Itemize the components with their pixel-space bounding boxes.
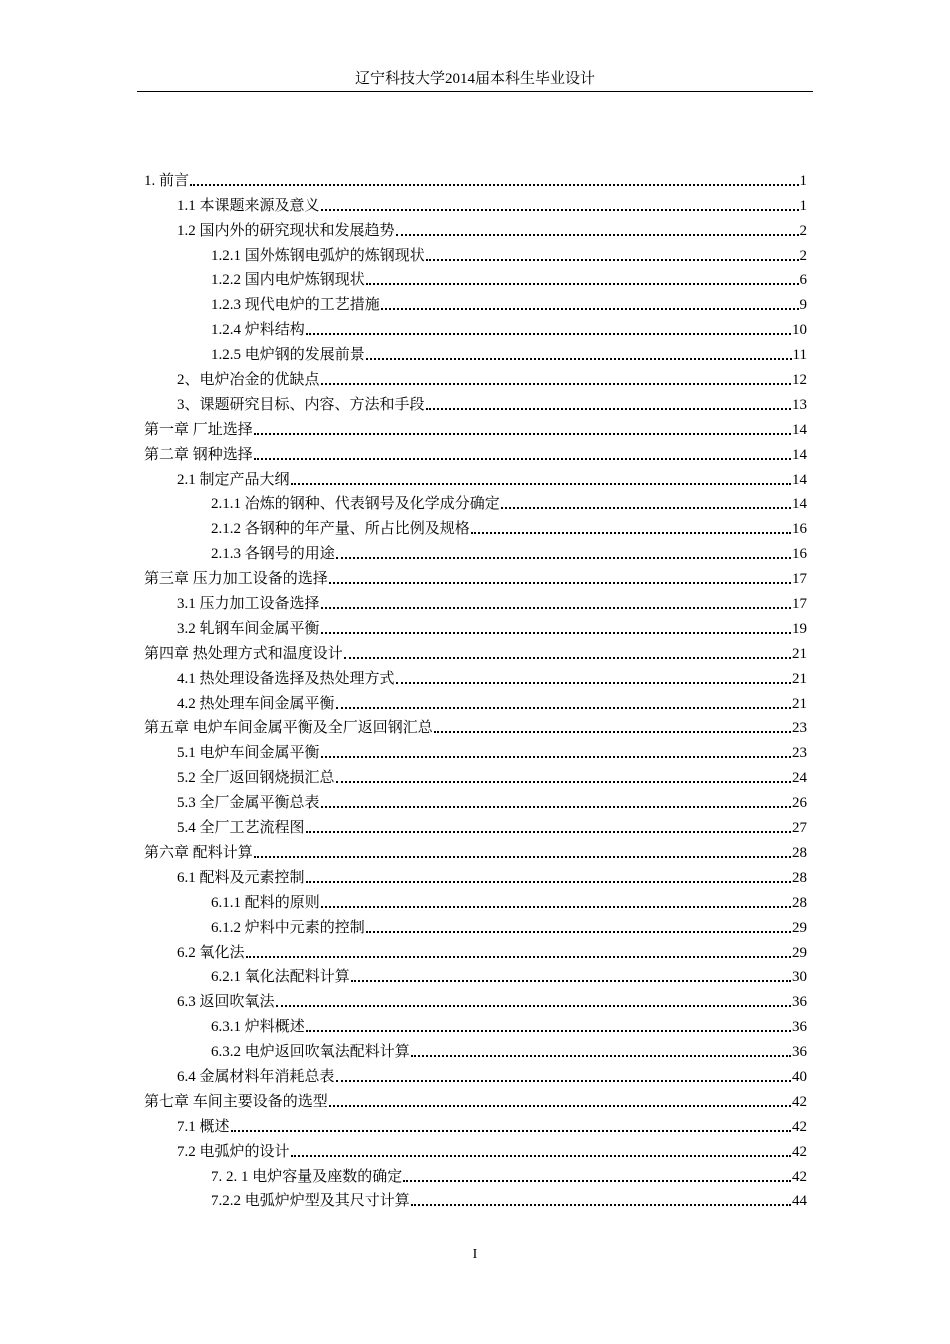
toc-dot-leader <box>344 657 791 659</box>
toc-dot-leader <box>190 184 798 186</box>
toc-entry[interactable] <box>144 787 807 812</box>
toc-entry-title: 2.1.1 冶炼的钢种、代表钢号及化学成分确定 <box>211 496 500 513</box>
toc-dot-leader <box>396 682 791 684</box>
toc-entry-page: 1 <box>799 172 807 189</box>
toc-entry[interactable] <box>144 1061 807 1086</box>
toc-entry[interactable] <box>144 190 807 215</box>
toc-entry-title: 6.2 氧化法 <box>177 944 245 961</box>
toc-dot-leader <box>329 582 791 584</box>
toc-dot-leader <box>396 234 799 236</box>
toc-entry-title: 5.3 全厂金属平衡总表 <box>177 795 320 812</box>
toc-entry-title: 1.2.4 炉料结构 <box>211 322 305 339</box>
toc-entry-page: 21 <box>792 670 807 687</box>
toc-dot-leader <box>426 259 799 261</box>
toc-dot-leader <box>471 532 791 534</box>
toc-dot-leader <box>426 408 791 410</box>
toc-entry-page: 40 <box>792 1068 807 1085</box>
toc-entry[interactable] <box>144 563 807 588</box>
toc-entry[interactable] <box>144 1161 807 1186</box>
toc-dot-leader <box>321 632 791 634</box>
page-header: 辽宁科技大学2014届本科生毕业设计 <box>354 71 595 87</box>
toc-dot-leader <box>254 458 791 460</box>
toc-entry[interactable] <box>144 414 807 439</box>
toc-entry[interactable] <box>144 538 807 563</box>
toc-entry-page: 30 <box>792 969 807 986</box>
toc-entry-page: 9 <box>799 297 807 314</box>
toc-dot-leader <box>306 333 791 335</box>
toc-entry[interactable] <box>144 663 807 688</box>
toc-entry-title: 7.1 概述 <box>177 1118 230 1135</box>
toc-entry-title: 1.2.5 电炉钢的发展前景 <box>211 347 365 364</box>
toc-entry-title: 2.1.2 各钢种的年产量、所占比例及规格 <box>211 521 470 538</box>
toc-entry-page: 42 <box>792 1118 807 1135</box>
toc-entry-page: 14 <box>792 446 807 463</box>
toc-entry-page: 16 <box>792 521 807 538</box>
toc-entry-title: 2.1.3 各钢号的用途 <box>211 546 335 563</box>
toc-entry-page: 28 <box>792 869 807 886</box>
toc-entry[interactable] <box>144 215 807 240</box>
toc-entry-page: 13 <box>792 396 807 413</box>
toc-entry[interactable] <box>144 513 807 538</box>
toc-entry-page: 44 <box>792 1193 807 1210</box>
toc-entry[interactable] <box>144 688 807 713</box>
toc-entry-title: 5.4 全厂工艺流程图 <box>177 820 305 837</box>
toc-entry-page: 17 <box>792 596 807 613</box>
toc-entry[interactable] <box>144 364 807 389</box>
toc-dot-leader <box>321 756 791 758</box>
toc-entry-page: 2 <box>799 222 807 239</box>
toc-entry-page: 17 <box>792 571 807 588</box>
toc-entry-title: 2、电炉冶金的优缺点 <box>177 372 320 389</box>
toc-entry[interactable] <box>144 1186 807 1211</box>
toc-entry-title: 1.2.2 国内电炉炼钢现状 <box>211 272 365 289</box>
toc-entry[interactable] <box>144 837 807 862</box>
toc-dot-leader <box>246 956 791 958</box>
toc-entry-page: 10 <box>792 322 807 339</box>
toc-entry[interactable] <box>144 613 807 638</box>
toc-entry-page: 36 <box>792 1044 807 1061</box>
toc-entry-page: 36 <box>792 994 807 1011</box>
toc-entry-title: 6.3 返回吹氧法 <box>177 994 275 1011</box>
toc-entry-title: 第三章 压力加工设备的选择 <box>144 571 328 588</box>
toc-entry-title: 第七章 车间主要设备的选型 <box>144 1093 328 1110</box>
toc-entry-page: 28 <box>792 894 807 911</box>
toc-dot-leader <box>321 906 791 908</box>
toc-entry-title: 7.2 电弧炉的设计 <box>177 1143 290 1160</box>
toc-entry[interactable] <box>144 713 807 738</box>
toc-dot-leader <box>321 209 799 211</box>
toc-dot-leader <box>351 980 791 982</box>
toc-entry-page: 16 <box>792 546 807 563</box>
toc-entry-page: 1 <box>799 197 807 214</box>
toc-entry-page: 29 <box>792 944 807 961</box>
toc-dot-leader <box>254 433 791 435</box>
toc-dot-leader <box>411 1204 791 1206</box>
toc-entry[interactable] <box>144 588 807 613</box>
toc-entry-page: 2 <box>799 247 807 264</box>
toc-dot-leader <box>336 1080 791 1082</box>
toc-entry-title: 4.2 热处理车间金属平衡 <box>177 695 335 712</box>
toc-entry-title: 第五章 电炉车间金属平衡及全厂返回钢汇总 <box>144 720 433 737</box>
toc-entry-page: 19 <box>792 620 807 637</box>
toc-dot-leader <box>276 1005 791 1007</box>
toc-entry[interactable] <box>144 314 807 339</box>
toc-entry-title: 3、课题研究目标、内容、方法和手段 <box>177 396 425 413</box>
toc-dot-leader <box>321 806 791 808</box>
toc-entry[interactable] <box>144 887 807 912</box>
toc-entry-page: 42 <box>792 1168 807 1185</box>
toc-entry-title: 1.2 国内外的研究现状和发展趋势 <box>177 222 395 239</box>
toc-dot-leader <box>336 557 791 559</box>
toc-dot-leader <box>366 358 792 360</box>
toc-entry[interactable] <box>144 862 807 887</box>
toc-entry-title: 第二章 钢种选择 <box>144 446 253 463</box>
toc-entry[interactable] <box>144 389 807 414</box>
toc-entry-title: 第四章 热处理方式和温度设计 <box>144 645 343 662</box>
toc-entry[interactable] <box>144 762 807 787</box>
toc-dot-leader <box>501 507 791 509</box>
toc-entry[interactable] <box>144 439 807 464</box>
toc-dot-leader <box>329 1105 791 1107</box>
toc-entry[interactable] <box>144 1111 807 1136</box>
toc-entry-title: 7. 2. 1 电炉容量及座数的确定 <box>211 1168 403 1185</box>
toc-entry-title: 5.1 电炉车间金属平衡 <box>177 745 320 762</box>
toc-entry-title: 5.2 全厂返回钢烧损汇总 <box>177 770 335 787</box>
toc-entry-title: 6.4 金属材料年消耗总表 <box>177 1068 335 1085</box>
toc-dot-leader <box>411 1055 791 1057</box>
toc-entry-page: 14 <box>792 421 807 438</box>
toc-entry[interactable] <box>144 265 807 290</box>
toc-dot-leader <box>336 707 791 709</box>
toc-entry-page: 27 <box>792 820 807 837</box>
toc-entry-title: 1.1 本课题来源及意义 <box>177 197 320 214</box>
toc-dot-leader <box>306 881 791 883</box>
toc-entry-page: 23 <box>792 720 807 737</box>
toc-entry-page: 24 <box>792 770 807 787</box>
toc-entry-page: 29 <box>792 919 807 936</box>
toc-entry-title: 6.1.2 炉料中元素的控制 <box>211 919 365 936</box>
toc-dot-leader <box>291 483 791 485</box>
toc-dot-leader <box>434 731 791 733</box>
toc-entry-page: 11 <box>792 347 807 364</box>
toc-entry-title: 1.2.1 国外炼钢电弧炉的炼钢现状 <box>211 247 425 264</box>
page-number: I <box>472 1247 478 1262</box>
toc-entry-title: 3.1 压力加工设备选择 <box>177 596 320 613</box>
header-rule <box>137 91 813 92</box>
toc-entry-title: 1. 前言 <box>144 172 190 189</box>
toc-entry-page: 21 <box>792 645 807 662</box>
toc-dot-leader <box>381 308 799 310</box>
toc-entry-title: 6.3.2 电炉返回吹氧法配料计算 <box>211 1044 410 1061</box>
toc-entry-page: 14 <box>792 496 807 513</box>
toc-dot-leader <box>291 1155 791 1157</box>
toc-entry[interactable] <box>144 1036 807 1061</box>
toc-entry-page: 42 <box>792 1143 807 1160</box>
toc-entry[interactable] <box>144 986 807 1011</box>
toc-dot-leader <box>254 856 791 858</box>
toc-entry-page: 12 <box>792 372 807 389</box>
toc-entry[interactable] <box>144 1086 807 1111</box>
toc-entry[interactable] <box>144 962 807 987</box>
toc-entry-page: 28 <box>792 844 807 861</box>
toc-entry-page: 23 <box>792 745 807 762</box>
toc-entry-title: 1.2.3 现代电炉的工艺措施 <box>211 297 380 314</box>
toc-entry-title: 第一章 厂址选择 <box>144 421 253 438</box>
toc-entry-title: 6.2.1 氧化法配料计算 <box>211 969 350 986</box>
toc-entry-page: 26 <box>792 795 807 812</box>
toc-entry-title: 6.3.1 炉料概述 <box>211 1019 305 1036</box>
toc-entry-page: 36 <box>792 1019 807 1036</box>
toc-entry-page: 21 <box>792 695 807 712</box>
toc-entry[interactable] <box>144 812 807 837</box>
toc-entry[interactable] <box>144 489 807 514</box>
toc-entry-title: 3.2 轧钢车间金属平衡 <box>177 620 320 637</box>
table-of-contents <box>144 165 807 1210</box>
toc-entry-title: 2.1 制定产品大纲 <box>177 471 290 488</box>
toc-entry[interactable] <box>144 165 807 190</box>
toc-dot-leader <box>321 607 791 609</box>
toc-entry[interactable] <box>144 240 807 265</box>
toc-entry[interactable] <box>144 464 807 489</box>
toc-entry-page: 42 <box>792 1093 807 1110</box>
toc-entry-title: 7.2.2 电弧炉炉型及其尺寸计算 <box>211 1193 410 1210</box>
toc-dot-leader <box>366 931 791 933</box>
toc-dot-leader <box>231 1130 791 1132</box>
toc-entry[interactable] <box>144 289 807 314</box>
toc-entry-title: 第六章 配料计算 <box>144 844 253 861</box>
toc-dot-leader <box>336 781 791 783</box>
toc-entry[interactable] <box>144 912 807 937</box>
toc-entry[interactable] <box>144 1011 807 1036</box>
toc-entry-page: 6 <box>799 272 807 289</box>
toc-dot-leader <box>306 1030 791 1032</box>
toc-dot-leader <box>321 383 791 385</box>
toc-entry[interactable] <box>144 937 807 962</box>
toc-entry[interactable] <box>144 1136 807 1161</box>
toc-entry-title: 6.1 配料及元素控制 <box>177 869 305 886</box>
toc-entry[interactable] <box>144 339 807 364</box>
toc-entry[interactable] <box>144 737 807 762</box>
toc-entry-title: 6.1.1 配料的原则 <box>211 894 320 911</box>
toc-entry-title: 4.1 热处理设备选择及热处理方式 <box>177 670 395 687</box>
toc-dot-leader <box>306 831 791 833</box>
toc-dot-leader <box>403 1180 791 1182</box>
toc-entry-page: 14 <box>792 471 807 488</box>
toc-entry[interactable] <box>144 638 807 663</box>
toc-dot-leader <box>366 283 799 285</box>
